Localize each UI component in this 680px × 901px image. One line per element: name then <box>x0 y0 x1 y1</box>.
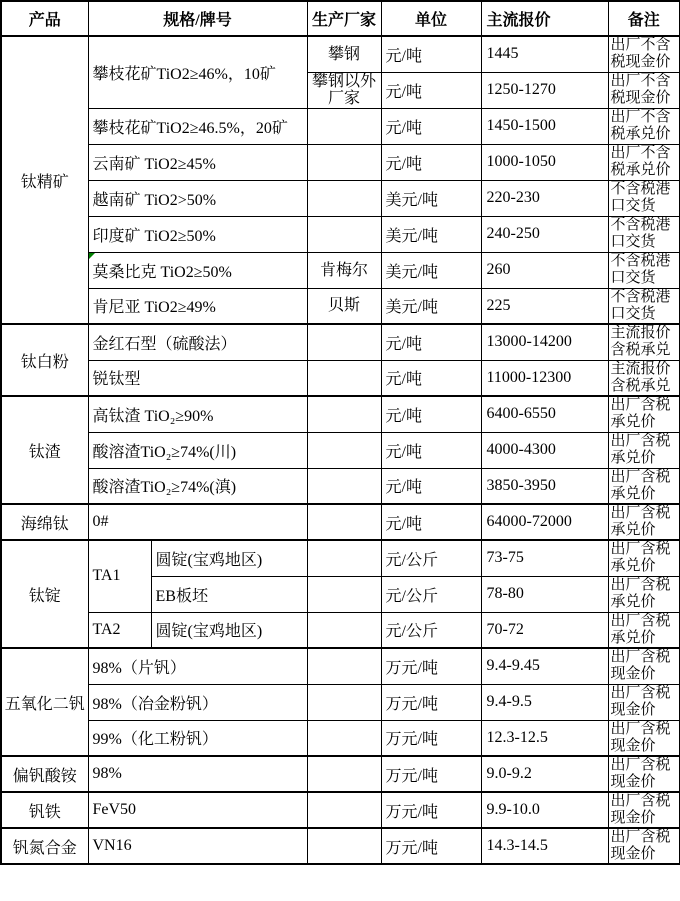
unit-cell: 万元/吨 <box>381 828 481 864</box>
table-row <box>1 360 680 396</box>
spec-cell: 98% <box>88 756 307 792</box>
product-cell: 钒氮合金 <box>1 828 88 864</box>
unit-cell: 元/吨 <box>381 468 481 504</box>
price-cell: 9.4-9.5 <box>481 684 608 720</box>
price-cell: 9.0-9.2 <box>481 756 608 792</box>
price-cell: 70-72 <box>481 612 608 648</box>
unit-cell: 元/吨 <box>381 360 481 396</box>
note-cell: 出厂含税现金价 <box>608 684 680 720</box>
manufacturer-cell <box>307 144 381 180</box>
note-cell: 出厂含税承兑价 <box>608 504 680 540</box>
product-cell: 钛白粉 <box>1 324 88 396</box>
spec-cell: 肯尼亚 TiO2≥49% <box>88 288 307 324</box>
unit-cell: 元/吨 <box>381 108 481 144</box>
spec-text: 莫桑比克 TiO2≥50% <box>92 263 232 281</box>
price-cell: 6400-6550 <box>481 396 608 432</box>
table-row <box>1 396 680 432</box>
spec-cell: 攀枝花矿TiO2≥46%，10矿 <box>88 36 307 108</box>
product-cell: 钛精矿 <box>1 36 88 324</box>
header-price: 主流报价 <box>481 1 608 36</box>
note-cell: 出厂不含税承兑价 <box>608 108 680 144</box>
table-row <box>1 540 680 576</box>
spec-cell: 金红石型（硫酸法） <box>88 324 307 360</box>
manufacturer-cell <box>307 756 381 792</box>
note-cell: 出厂含税承兑价 <box>608 396 680 432</box>
manufacturer-cell: 攀钢 <box>307 36 381 72</box>
note-cell: 出厂含税现金价 <box>608 792 680 828</box>
manufacturer-cell <box>307 108 381 144</box>
note-cell: 不含税港口交货 <box>608 180 680 216</box>
note-cell: 主流报价含税承兑 <box>608 360 680 396</box>
spec-shape-cell: EB板坯 <box>151 576 307 612</box>
manufacturer-cell: 贝斯 <box>307 288 381 324</box>
spec-cell: 锐钛型 <box>88 360 307 396</box>
note-cell: 出厂含税承兑价 <box>608 612 680 648</box>
note-cell: 出厂不含税现金价 <box>608 72 680 108</box>
price-cell: 14.3-14.5 <box>481 828 608 864</box>
spec-cell: 99%（化工粉钒） <box>88 720 307 756</box>
note-cell: 出厂含税承兑价 <box>608 468 680 504</box>
unit-cell: 元/公斤 <box>381 576 481 612</box>
note-cell: 不含税港口交货 <box>608 216 680 252</box>
header-row <box>1 1 680 36</box>
spec-cell: 酸溶渣TiO₂≥74%(滇) <box>88 468 307 504</box>
spec-cell: 0# <box>88 504 307 540</box>
spec-cell: 攀枝花矿TiO2≥46.5%，20矿 <box>88 108 307 144</box>
price-cell: 4000-4300 <box>481 432 608 468</box>
price-cell: 64000-72000 <box>481 504 608 540</box>
spec-cell: 98%（冶金粉钒） <box>88 684 307 720</box>
price-cell: 9.9-10.0 <box>481 792 608 828</box>
table-row <box>1 684 680 720</box>
note-cell: 出厂含税现金价 <box>608 756 680 792</box>
spec-shape-cell: 圆锭(宝鸡地区) <box>151 540 307 576</box>
price-cell: 1450-1500 <box>481 108 608 144</box>
table-row <box>1 828 680 864</box>
price-cell: 13000-14200 <box>481 324 608 360</box>
price-cell: 12.3-12.5 <box>481 720 608 756</box>
header-note: 备注 <box>608 1 680 36</box>
product-cell: 海绵钛 <box>1 504 88 540</box>
spec-cell: 98%（片钒） <box>88 648 307 684</box>
manufacturer-cell <box>307 360 381 396</box>
note-cell: 出厂含税现金价 <box>608 828 680 864</box>
table-row <box>1 432 680 468</box>
manufacturer-cell <box>307 828 381 864</box>
spec-cell <box>88 252 307 288</box>
spec-cell: 印度矿 TiO2≥50% <box>88 216 307 252</box>
note-cell: 出厂含税承兑价 <box>608 540 680 576</box>
spec-cell: 云南矿 TiO2≥45% <box>88 144 307 180</box>
note-cell: 出厂含税现金价 <box>608 720 680 756</box>
table-row <box>1 720 680 756</box>
header-spec: 规格/牌号 <box>88 1 307 36</box>
note-cell: 出厂含税承兑价 <box>608 432 680 468</box>
product-cell: 五氧化二钒 <box>1 648 88 756</box>
price-cell: 1000-1050 <box>481 144 608 180</box>
spec-cell: 越南矿 TiO2>50% <box>88 180 307 216</box>
note-cell: 出厂不含税现金价 <box>608 36 680 72</box>
unit-cell: 元/公斤 <box>381 540 481 576</box>
spec-shape-cell: 圆锭(宝鸡地区) <box>151 612 307 648</box>
table-row <box>1 792 680 828</box>
unit-cell: 万元/吨 <box>381 648 481 684</box>
product-cell: 钒铁 <box>1 792 88 828</box>
table-row <box>1 504 680 540</box>
note-cell: 出厂含税现金价 <box>608 648 680 684</box>
manufacturer-cell <box>307 180 381 216</box>
price-cell: 78-80 <box>481 576 608 612</box>
table-row <box>1 612 680 648</box>
note-cell: 主流报价含税承兑 <box>608 324 680 360</box>
unit-cell: 元/吨 <box>381 324 481 360</box>
table-row <box>1 180 680 216</box>
unit-cell: 万元/吨 <box>381 684 481 720</box>
manufacturer-cell <box>307 324 381 360</box>
note-cell: 不含税港口交货 <box>608 252 680 288</box>
price-cell: 220-230 <box>481 180 608 216</box>
manufacturer-cell <box>307 540 381 576</box>
unit-cell: 万元/吨 <box>381 792 481 828</box>
manufacturer-cell <box>307 576 381 612</box>
manufacturer-cell <box>307 468 381 504</box>
price-cell: 240-250 <box>481 216 608 252</box>
manufacturer-cell <box>307 612 381 648</box>
price-cell: 260 <box>481 252 608 288</box>
manufacturer-cell: 肯梅尔 <box>307 252 381 288</box>
price-cell: 73-75 <box>481 540 608 576</box>
header-product: 产品 <box>1 1 88 36</box>
unit-cell: 元/吨 <box>381 144 481 180</box>
price-cell: 1445 <box>481 36 608 72</box>
price-cell: 11000-12300 <box>481 360 608 396</box>
unit-cell: 万元/吨 <box>381 720 481 756</box>
manufacturer-cell: 攀钢以外厂家 <box>307 72 381 108</box>
unit-cell: 美元/吨 <box>381 216 481 252</box>
unit-cell: 美元/吨 <box>381 252 481 288</box>
product-cell: 钛渣 <box>1 396 88 504</box>
unit-cell: 元/吨 <box>381 36 481 72</box>
spec-cell: VN16 <box>88 828 307 864</box>
spec-cell: 酸溶渣TiO₂≥74%(川) <box>88 432 307 468</box>
table-row <box>1 324 680 360</box>
unit-cell: 美元/吨 <box>381 288 481 324</box>
table-row <box>1 468 680 504</box>
price-cell: 9.4-9.45 <box>481 648 608 684</box>
table-row <box>1 108 680 144</box>
unit-cell: 元/吨 <box>381 396 481 432</box>
header-manufacturer: 生产厂家 <box>307 1 381 36</box>
table-row <box>1 216 680 252</box>
table-row <box>1 144 680 180</box>
note-cell: 出厂不含税承兑价 <box>608 144 680 180</box>
unit-cell: 美元/吨 <box>381 180 481 216</box>
unit-cell: 元/吨 <box>381 432 481 468</box>
table-row <box>1 252 680 288</box>
unit-cell: 万元/吨 <box>381 756 481 792</box>
spec-grade-cell: TA2 <box>88 612 151 648</box>
note-cell: 不含税港口交货 <box>608 288 680 324</box>
manufacturer-cell <box>307 432 381 468</box>
header-unit: 单位 <box>381 1 481 36</box>
manufacturer-cell <box>307 684 381 720</box>
error-corner-icon <box>89 253 95 259</box>
unit-cell: 元/公斤 <box>381 612 481 648</box>
unit-cell: 元/吨 <box>381 504 481 540</box>
spec-grade-cell: TA1 <box>88 540 151 612</box>
spec-cell: FeV50 <box>88 792 307 828</box>
table-row <box>1 648 680 684</box>
manufacturer-cell <box>307 216 381 252</box>
price-cell: 3850-3950 <box>481 468 608 504</box>
manufacturer-cell <box>307 504 381 540</box>
table-row <box>1 36 680 72</box>
unit-cell: 元/吨 <box>381 72 481 108</box>
manufacturer-cell <box>307 648 381 684</box>
price-cell: 225 <box>481 288 608 324</box>
price-cell: 1250-1270 <box>481 72 608 108</box>
manufacturer-cell <box>307 720 381 756</box>
manufacturer-cell <box>307 792 381 828</box>
table-row <box>1 756 680 792</box>
product-cell: 偏钒酸铵 <box>1 756 88 792</box>
note-cell: 出厂含税承兑价 <box>608 576 680 612</box>
manufacturer-cell <box>307 396 381 432</box>
product-cell: 钛锭 <box>1 540 88 648</box>
spec-cell: 高钛渣 TiO₂≥90% <box>88 396 307 432</box>
table-row <box>1 288 680 324</box>
